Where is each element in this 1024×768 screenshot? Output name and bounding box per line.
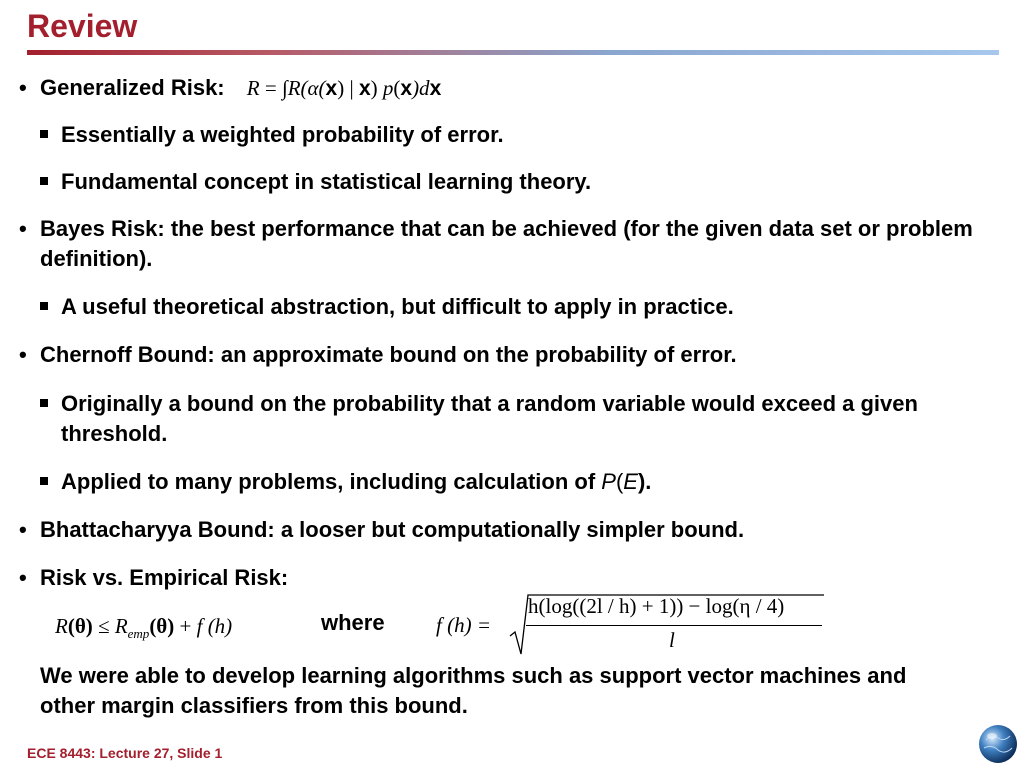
empirical-risk-formula: $R(\theta) \le R_{emp}(\theta) + f$ (h) — [55, 614, 233, 642]
bullet-dot: • — [19, 216, 27, 241]
bullet-chernoff: • Chernoff Bound: an approximate bound on the probability of error. — [19, 340, 1004, 370]
bullet-bhattacharyya: • Bhattacharyya Bound: a looser but computationally simpler bound. — [19, 515, 1004, 545]
fraction-bar — [526, 625, 822, 626]
bullet-risk-vs-empirical: • Risk vs. Empirical Risk: — [19, 563, 1004, 593]
bullet-square — [40, 399, 48, 407]
vc-denominator: l — [669, 628, 675, 652]
bullet-square — [40, 177, 48, 185]
title-underline — [27, 50, 999, 55]
generalized-risk-formula: R = ∫R(α(x) | x) p(x)dx — [246, 76, 442, 100]
subbullet-weighted: Essentially a weighted probability of error. — [40, 120, 1004, 150]
bullet-square — [40, 130, 48, 138]
bullet-dot: • — [19, 75, 27, 100]
where-label: where — [321, 610, 385, 635]
subbullet-abstraction: A useful theoretical abstraction, but difficult to apply in practice. — [40, 292, 1004, 322]
subbullet-fundamental: Fundamental concept in statistical learning theory. — [40, 167, 1004, 197]
bullet-dot: • — [19, 342, 27, 367]
f-of-h-label: f (h) = — [436, 613, 491, 637]
bullet-square — [40, 302, 48, 310]
globe-logo-icon — [978, 724, 1018, 764]
subbullet-applied: Applied to many problems, including calculation of P(E). — [40, 467, 1004, 497]
subbullet-originally: Originally a bound on the probability that a random variable would exceed a given threshold. — [40, 389, 990, 449]
slide-footer: ECE 8443: Lecture 27, Slide 1 — [27, 745, 223, 761]
vc-numerator: h(log((2l / h) + 1)) − log(η / 4) — [528, 594, 785, 618]
bullet-bayes-risk: • Bayes Risk: the best performance that can be achieved (for the given data set or problem definition). — [19, 216, 973, 271]
generalized-risk-label: Generalized Risk: — [40, 75, 225, 100]
bullet-square — [40, 477, 48, 485]
slide-title: Review — [27, 8, 138, 44]
bullet-dot: • — [19, 565, 27, 590]
bullet-dot: • — [19, 517, 27, 542]
bullet-generalized-risk — [19, 73, 1004, 104]
closing-text: We were able to develop learning algorithms such as support vector machines and other margin classifiers from this bound. — [40, 663, 907, 718]
